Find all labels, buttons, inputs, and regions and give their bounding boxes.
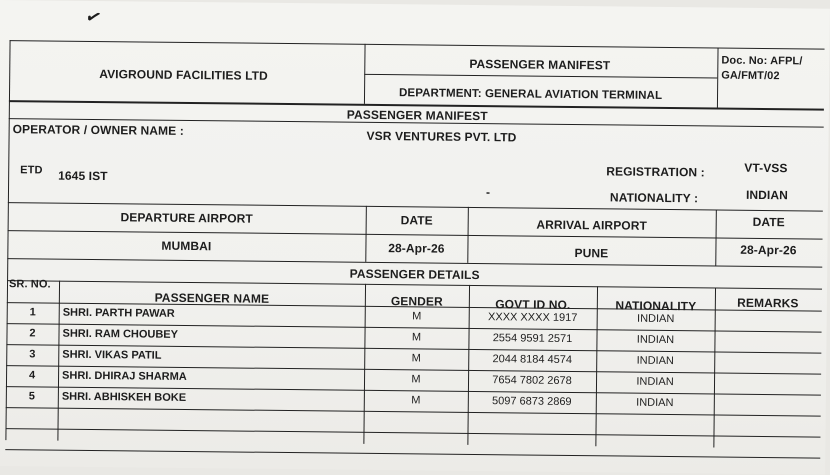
row-remarks (715, 335, 821, 336)
doc-no-line2: GA/FMT/02 (721, 69, 780, 83)
departure-label: DEPARTURE AIRPORT (120, 210, 253, 226)
manifest-title: PASSENGER MANIFEST (469, 56, 611, 73)
date-label: DATE (400, 213, 433, 228)
row-sr: 2 (29, 327, 36, 340)
date2-label: DATE (752, 214, 785, 230)
row-sr: 1 (29, 306, 36, 319)
departure-value: MUMBAI (161, 238, 212, 254)
operator-value: VSR VENTURES PVT. LTD (366, 128, 517, 145)
row-remarks (714, 397, 820, 398)
department: DEPARTMENT: GENERAL AVIATION TERMINAL (398, 87, 663, 102)
row-gender: M (411, 373, 421, 386)
row-name: SHRI. DHIRAJ SHARMA (62, 369, 187, 383)
row-name: SHRI. PARTH PAWAR (62, 306, 175, 320)
row-sr: 4 (28, 369, 36, 382)
etd-value: 1645 IST (58, 168, 108, 184)
row-gender: M (411, 394, 421, 407)
row-name: SHRI. VIKAS PATIL (62, 348, 162, 362)
section-title: PASSENGER MANIFEST (346, 107, 488, 124)
arrival-value: PUNE (574, 246, 609, 261)
row-remarks (714, 376, 820, 377)
row-gender: M (412, 310, 422, 323)
registration-label: REGISTRATION : (606, 164, 705, 180)
arrival-date: 28-Apr-26 (740, 242, 797, 258)
row-govt-id: 2044 8184 4574 (492, 353, 573, 367)
row-gender: M (411, 331, 422, 344)
col-header-nationality: NATIONALITY (615, 298, 697, 314)
nationality-value: INDIAN (745, 187, 789, 203)
registration-value: VT-VSS (744, 160, 788, 176)
col-header-govt-id: GOVT ID NO. (495, 297, 571, 312)
checkmark-icon: ✓ (82, 4, 105, 30)
row-sr: 3 (29, 348, 36, 361)
col-header-gender: GENDER (390, 294, 443, 309)
row-gender: M (411, 352, 421, 365)
row-govt-id: 7654 7802 2678 (492, 374, 572, 388)
company-name: AVIGROUND FACILITIES LTD (99, 67, 268, 83)
rule (6, 428, 821, 438)
row-remarks (715, 314, 821, 315)
row-name: SHRI. RAM CHOUBEY (62, 327, 179, 341)
rule (10, 40, 825, 50)
col-header-remarks: REMARKS (737, 295, 799, 311)
row-govt-id: 5097 6873 2869 (491, 395, 572, 409)
row-govt-id: XXXX XXXX 1917 (488, 311, 578, 325)
rule (5, 449, 820, 459)
arrival-label: ARRIVAL AIRPORT (536, 217, 648, 233)
nationality-label: NATIONALITY : (609, 190, 699, 206)
etd-label: ETD (20, 164, 43, 177)
dash: - (485, 185, 491, 200)
operator-label: OPERATOR / OWNER NAME : (12, 122, 184, 138)
col-header-name: PASSENGER NAME (154, 290, 270, 306)
row-sr: 5 (28, 390, 35, 403)
row-govt-id: 2554 9591 2571 (492, 332, 573, 346)
passenger-section-title: PASSENGER DETAILS (349, 266, 480, 283)
row-name: SHRI. ABHISKEH BOKE (61, 390, 187, 404)
row-nationality: INDIAN (636, 312, 675, 326)
rule (364, 74, 717, 79)
departure-date: 28-Apr-26 (388, 241, 445, 256)
row-nationality: INDIAN (636, 354, 674, 368)
row-nationality: INDIAN (636, 333, 675, 347)
col-header-sr: SR. NO. (8, 278, 51, 291)
row-nationality: INDIAN (636, 375, 674, 389)
row-remarks (714, 355, 820, 356)
doc-no-line1: Doc. No: AFPL/ (721, 54, 803, 68)
row-nationality: INDIAN (636, 396, 674, 410)
